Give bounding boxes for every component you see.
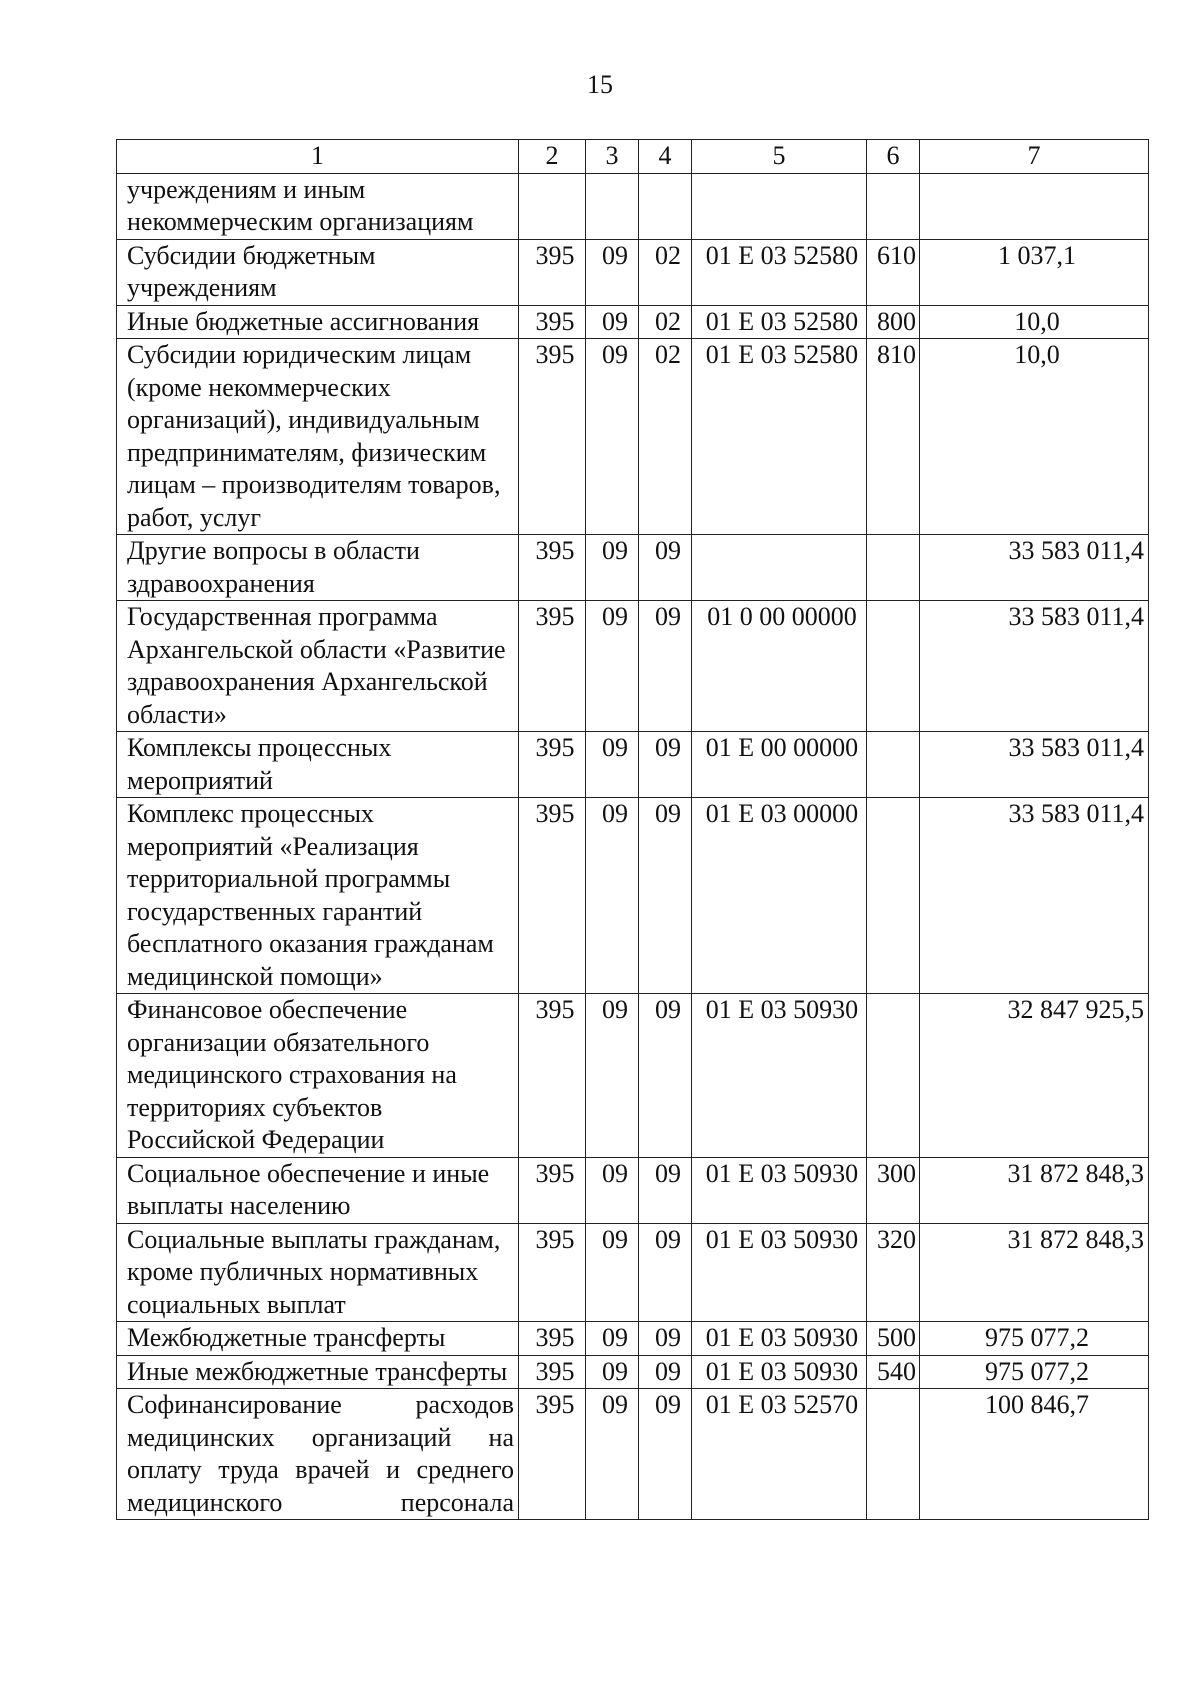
- row-col-7: 33 583 011,4: [920, 601, 1149, 732]
- row-col-5: 01 0 00 00000: [692, 601, 867, 732]
- row-col-4: 02: [639, 339, 692, 535]
- row-name: Государственная программа Архангельской области «Развитие здравоохранения Архангельской области»: [117, 601, 519, 732]
- row-col-7: [920, 173, 1149, 239]
- row-col-4: 09: [639, 1223, 692, 1322]
- row-col-4: 09: [639, 994, 692, 1158]
- row-col-2: 395: [519, 339, 586, 535]
- table-row: [117, 994, 1149, 1158]
- row-col-7: 33 583 011,4: [920, 798, 1149, 994]
- row-col-3: 09: [586, 798, 639, 994]
- row-col-5: 01 Е 00 00000: [692, 732, 867, 798]
- row-col-6: 320: [867, 1223, 920, 1322]
- row-col-7: 10,0: [920, 305, 1149, 339]
- row-col-7: 33 583 011,4: [920, 732, 1149, 798]
- header-row: [117, 140, 1149, 174]
- row-col-4: 09: [639, 732, 692, 798]
- row-col-4: 02: [639, 239, 692, 305]
- column-header-6: 6: [867, 140, 920, 174]
- row-col-3: 09: [586, 1389, 639, 1520]
- row-col-4: 09: [639, 1355, 692, 1389]
- row-name: Комплекс процессных мероприятий «Реализация территориальной программы государственных гарантий бесплатного оказания гражданам медицинской помощи»: [117, 798, 519, 994]
- row-col-6: 540: [867, 1355, 920, 1389]
- row-name: Межбюджетные трансферты: [117, 1322, 519, 1356]
- row-col-2: 395: [519, 1322, 586, 1356]
- row-col-7: 1 037,1: [920, 239, 1149, 305]
- table-row: [117, 535, 1149, 601]
- row-col-2: 395: [519, 1355, 586, 1389]
- column-header-2: 2: [519, 140, 586, 174]
- row-col-3: 09: [586, 535, 639, 601]
- column-header-7: 7: [920, 140, 1149, 174]
- row-col-7: 31 872 848,3: [920, 1157, 1149, 1223]
- row-col-5: 01 Е 03 52580: [692, 305, 867, 339]
- row-col-2: 395: [519, 1223, 586, 1322]
- row-col-6: [867, 994, 920, 1158]
- row-col-7: 100 846,7: [920, 1389, 1149, 1520]
- row-col-7: 10,0: [920, 339, 1149, 535]
- table-row: [117, 1223, 1149, 1322]
- table-row: [117, 1355, 1149, 1389]
- row-col-3: 09: [586, 1157, 639, 1223]
- row-name: Финансовое обеспечение организации обязательного медицинского страхования на территориях субъектов Российской Федерации: [117, 994, 519, 1158]
- row-col-3: 09: [586, 601, 639, 732]
- row-col-5: 01 Е 03 50930: [692, 1223, 867, 1322]
- row-col-3: 09: [586, 994, 639, 1158]
- row-col-4: [639, 173, 692, 239]
- table-row: [117, 1389, 1149, 1520]
- row-col-2: 395: [519, 798, 586, 994]
- row-col-6: 810: [867, 339, 920, 535]
- row-col-5: 01 Е 03 00000: [692, 798, 867, 994]
- row-col-6: [867, 173, 920, 239]
- row-col-6: [867, 732, 920, 798]
- table-row: [117, 173, 1149, 239]
- row-col-2: 395: [519, 994, 586, 1158]
- row-col-6: [867, 798, 920, 994]
- row-col-5: 01 Е 03 50930: [692, 1355, 867, 1389]
- row-col-3: 09: [586, 339, 639, 535]
- table-row: [117, 239, 1149, 305]
- row-name: учреждениям и иным некоммерческим организациям: [117, 173, 519, 239]
- row-col-4: 09: [639, 1322, 692, 1356]
- row-col-5: 01 Е 03 50930: [692, 994, 867, 1158]
- column-header-5: 5: [692, 140, 867, 174]
- row-col-4: 02: [639, 305, 692, 339]
- row-col-3: [586, 173, 639, 239]
- row-name: Субсидии бюджетным учреждениям: [117, 239, 519, 305]
- row-col-3: 09: [586, 1355, 639, 1389]
- row-col-3: 09: [586, 239, 639, 305]
- column-header-4: 4: [639, 140, 692, 174]
- row-col-2: 395: [519, 305, 586, 339]
- row-col-5: 01 Е 03 52580: [692, 339, 867, 535]
- column-header-1: 1: [117, 140, 519, 174]
- row-col-6: 610: [867, 239, 920, 305]
- row-col-2: 395: [519, 732, 586, 798]
- row-name: Комплексы процессных мероприятий: [117, 732, 519, 798]
- row-col-4: 09: [639, 535, 692, 601]
- row-name: Иные бюджетные ассигнования: [117, 305, 519, 339]
- row-col-5: 01 Е 03 50930: [692, 1322, 867, 1356]
- row-col-2: 395: [519, 1389, 586, 1520]
- row-col-3: 09: [586, 305, 639, 339]
- row-col-6: [867, 601, 920, 732]
- budget-table: [116, 139, 1149, 1520]
- row-name: Субсидии юридическим лицам (кроме некоммерческих организаций), индивидуальным предпринимателям, физическим лицам – производителям товаров, работ, услуг: [117, 339, 519, 535]
- row-col-2: 395: [519, 535, 586, 601]
- row-col-5: 01 Е 03 50930: [692, 1157, 867, 1223]
- row-name: Другие вопросы в области здравоохранения: [117, 535, 519, 601]
- row-col-2: [519, 173, 586, 239]
- row-name: Софинансирование расходов медицинских организаций на оплату труда врачей и среднего медицинского персонала: [117, 1389, 519, 1520]
- row-col-6: 500: [867, 1322, 920, 1356]
- table-row: [117, 1157, 1149, 1223]
- row-col-7: 32 847 925,5: [920, 994, 1149, 1158]
- table-row: [117, 601, 1149, 732]
- row-col-7: 975 077,2: [920, 1355, 1149, 1389]
- row-col-5: 01 Е 03 52580: [692, 239, 867, 305]
- column-header-3: 3: [586, 140, 639, 174]
- row-col-7: 33 583 011,4: [920, 535, 1149, 601]
- row-col-4: 09: [639, 798, 692, 994]
- row-col-7: 975 077,2: [920, 1322, 1149, 1356]
- table-row: [117, 339, 1149, 535]
- row-col-3: 09: [586, 1322, 639, 1356]
- row-col-2: 395: [519, 601, 586, 732]
- row-col-2: 395: [519, 1157, 586, 1223]
- table-row: [117, 798, 1149, 994]
- row-col-3: 09: [586, 1223, 639, 1322]
- row-col-2: 395: [519, 239, 586, 305]
- row-col-4: 09: [639, 601, 692, 732]
- table-row: [117, 1322, 1149, 1356]
- row-col-6: [867, 1389, 920, 1520]
- row-col-6: [867, 535, 920, 601]
- table-row: [117, 305, 1149, 339]
- row-name: Социальное обеспечение и иные выплаты населению: [117, 1157, 519, 1223]
- row-col-5: 01 Е 03 52570: [692, 1389, 867, 1520]
- row-col-7: 31 872 848,3: [920, 1223, 1149, 1322]
- row-col-6: 800: [867, 305, 920, 339]
- page-number: 15: [587, 70, 613, 99]
- row-col-3: 09: [586, 732, 639, 798]
- table-row: [117, 732, 1149, 798]
- row-col-5: [692, 173, 867, 239]
- row-name: Иные межбюджетные трансферты: [117, 1355, 519, 1389]
- row-col-4: 09: [639, 1389, 692, 1520]
- row-col-4: 09: [639, 1157, 692, 1223]
- row-col-6: 300: [867, 1157, 920, 1223]
- row-col-5: [692, 535, 867, 601]
- row-name: Социальные выплаты гражданам, кроме публичных нормативных социальных выплат: [117, 1223, 519, 1322]
